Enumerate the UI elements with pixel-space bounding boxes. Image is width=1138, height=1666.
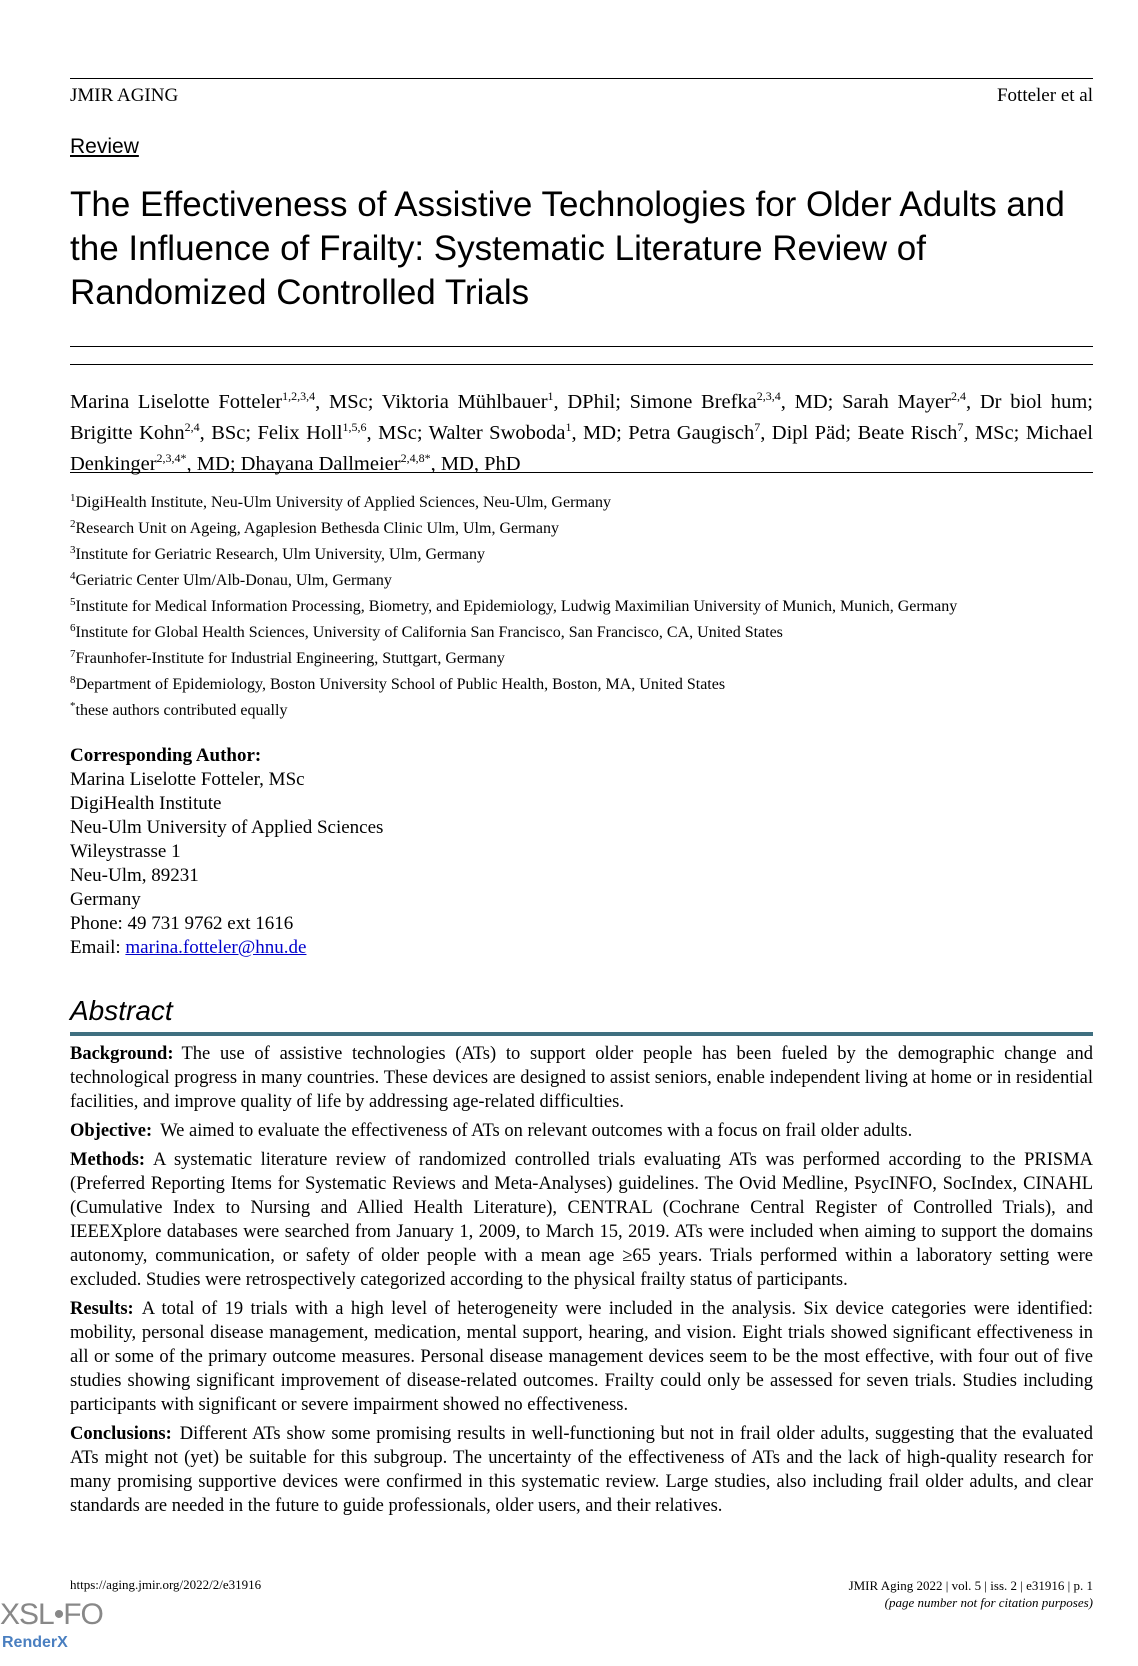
- footer-citation: [849, 1577, 1093, 1611]
- author-degree: , Dr biol hum;: [966, 391, 1093, 413]
- author-affiliation-marker: 1: [565, 420, 572, 434]
- affiliation-text: Research Unit on Ageing, Agaplesion Bethesda Clinic Ulm, Ulm, Germany: [75, 520, 559, 537]
- abstract-section-text: The use of assistive technologies (ATs) to support older people has been fueled by the demographic change and technological progress in many countries. These devices are designed to assist seniors, enable independent living at home or in residential facilities, and improve quality of life by addressing age-related difficulties.: [70, 1044, 1093, 1112]
- affiliation-item: [70, 698, 1100, 724]
- author-degree: , BSc;: [199, 422, 258, 444]
- abstract-section-label: Objective:: [70, 1121, 153, 1141]
- affiliation-list: [70, 490, 1100, 724]
- affiliation-text: Fraunhofer-Institute for Industrial Engineering, Stuttgart, Germany: [75, 650, 505, 667]
- corr-line: Germany: [70, 889, 141, 910]
- corr-line: Marina Liselotte Fotteler, MSc: [70, 769, 305, 790]
- author-name: Brigitte Kohn: [70, 422, 185, 444]
- author-degree: , MD;: [780, 391, 843, 413]
- author-affiliation-marker: 2,4,8*: [400, 451, 431, 465]
- author-affiliation-marker: 1,5,6: [342, 420, 367, 434]
- abstract-section: [70, 1042, 1093, 1114]
- affiliation-number: 8: [70, 674, 76, 686]
- affiliation-number: 7: [70, 648, 76, 660]
- author-affiliation-marker: 2,3,4: [756, 389, 781, 403]
- abstract-section-label: Methods:: [70, 1150, 146, 1170]
- author-affiliation-marker: 2,4: [184, 420, 200, 434]
- affiliation-item: [70, 672, 1100, 698]
- author-list: [70, 387, 1093, 480]
- affiliation-number: 4: [70, 570, 76, 582]
- abstract-section-label: Background:: [70, 1044, 174, 1064]
- affiliation-number: 1: [70, 492, 76, 504]
- affiliation-item: [70, 568, 1100, 594]
- corresponding-author: [70, 744, 383, 960]
- author-degree: , MSc;: [366, 422, 429, 444]
- renderx-logo: RenderX: [2, 1634, 68, 1651]
- affiliation-text: Geriatric Center Ulm/Alb-Donau, Ulm, Germany: [75, 572, 392, 589]
- author-affiliation-marker: 2,4: [951, 389, 967, 403]
- author-name: Petra Gaugisch: [628, 422, 755, 444]
- author-degree: , MD;: [571, 422, 629, 444]
- author-name: Viktoria Mühlbauer: [381, 391, 548, 413]
- abstract-section: [70, 1148, 1093, 1292]
- title-rule-bottom: [70, 364, 1093, 365]
- abstract-rule: [70, 1032, 1093, 1036]
- abstract-section-text: A systematic literature review of randomized controlled trials evaluating ATs was performed according to the PRISMA (Preferred Reporting Items for Systematic Reviews and Meta-Analyses) guidelines. The Ovid Medline, PsycINFO, SocIndex, CINAHL (Cumulative Index to Nursing and Allied Health Literature), CENTRAL (Cochrane Central Register of Controlled Trials), and IEEEXplore databases were searched from January 1, 2009, to March 15, 2019. ATs were included when aiming to support the domains autonomy, communication, or safety of older people with a mean age ≥65 years. Trials performed within a laboratory setting were excluded. Studies were retrospectively categorized according to the physical frailty status of participants.: [70, 1150, 1093, 1290]
- author-affiliation-marker: 7: [957, 420, 964, 434]
- affiliation-number: 5: [70, 596, 76, 608]
- affiliation-item: [70, 646, 1100, 672]
- affiliation-text: Institute for Geriatric Research, Ulm University, Ulm, Germany: [75, 546, 486, 563]
- affiliation-item: [70, 542, 1100, 568]
- running-authors: Fotteler et al: [996, 85, 1093, 106]
- corr-line: Wileystrasse 1: [70, 841, 181, 862]
- author-degree: , MSc;: [963, 422, 1026, 444]
- authors-rule: [70, 472, 1093, 473]
- article-type[interactable]: Review: [70, 135, 139, 158]
- author-name: Dhayana Dallmeier: [240, 453, 401, 475]
- corresponding-heading: Corresponding Author:: [70, 745, 262, 766]
- affiliation-text: Institute for Medical Information Processing, Biometry, and Epidemiology, Ludwig Maximilian University of Munich, Munich, Germany: [75, 598, 958, 615]
- abstract-section: [70, 1119, 1093, 1143]
- abstract-section: [70, 1297, 1093, 1417]
- author-name: Beate Risch: [857, 422, 958, 444]
- corr-line: DigiHealth Institute: [70, 793, 222, 814]
- abstract-section-label: Conclusions:: [70, 1424, 172, 1444]
- author-degree: , MD, PhD: [430, 453, 521, 475]
- affiliation-text: Institute for Global Health Sciences, University of California San Francisco, San Francisco, CA, United States: [75, 624, 783, 641]
- author-name: Walter Swoboda: [428, 422, 566, 444]
- abstract-section-text: Different ATs show some promising results in well-functioning but not in frail older adults, suggesting that the evaluated ATs might not (yet) be suitable for this subgroup. The uncertainty of the effectiveness of ATs and the lack of high-quality research for many promising supportive devices were confirmed in this systematic review. Large studies, also including frail older adults, and clear standards are needed in the future to guide professionals, older users, and their relatives.: [70, 1424, 1093, 1516]
- author-degree: , DPhil;: [553, 391, 630, 413]
- abstract-section: [70, 1422, 1093, 1518]
- email-label: Email:: [70, 937, 126, 958]
- affiliation-number: 6: [70, 622, 76, 634]
- article-title: The Effectiveness of Assistive Technologies for Older Adults and the Influence of Frailty: Systematic Literature Review of Randomized Controlled Trials: [70, 185, 1065, 312]
- affiliation-number: 2: [70, 518, 76, 530]
- corr-line: Neu-Ulm University of Applied Sciences: [70, 817, 384, 838]
- author-name: Marina Liselotte Fotteler: [70, 391, 283, 413]
- author-affiliation-marker: 1: [547, 389, 554, 403]
- affiliation-item: [70, 594, 1100, 620]
- xslfo-logo: XSL•FO: [0, 1598, 103, 1631]
- abstract-section-text: We aimed to evaluate the effectiveness of ATs on relevant outcomes with a focus on frail older adults.: [160, 1121, 913, 1141]
- corr-line: Neu-Ulm, 89231: [70, 865, 199, 886]
- affiliation-item: [70, 620, 1100, 646]
- affiliation-item: [70, 516, 1100, 542]
- abstract-section-label: Results:: [70, 1299, 134, 1319]
- author-name: Michael Denkinger: [70, 422, 1093, 475]
- author-name: Felix Holl: [257, 422, 343, 444]
- affiliation-text: DigiHealth Institute, Neu-Ulm University of Applied Sciences, Neu-Ulm, Germany: [75, 494, 611, 511]
- author-degree: , MSc;: [315, 391, 382, 413]
- corr-line: Phone: 49 731 9762 ext 1616: [70, 913, 294, 934]
- citation-text: JMIR Aging 2022 | vol. 5 | iss. 2 | e31916 | p. 1: [848, 1578, 1093, 1593]
- abstract-body: [70, 1042, 1093, 1523]
- header-rule: [70, 78, 1093, 79]
- affiliation-item: [70, 490, 1100, 516]
- abstract-section-text: A total of 19 trials with a high level of heterogeneity were included in the analysis. Six device categories were identified: mobility, personal disease management, medication, mental support, hearing, and vision. Eight trials showed significant effectiveness in all or some of the primary outcome measures. Personal disease management devices seem to be the most effective, with four out of five studies showing significant improvement of disease-related outcomes. Frailty could only be assessed for seven trials. Studies including participants with significant or severe impairment showed no effectiveness.: [70, 1299, 1093, 1415]
- author-affiliation-marker: 7: [754, 420, 761, 434]
- citation-note: (page number not for citation purposes): [884, 1595, 1093, 1610]
- author-name: Simone Brefka: [629, 391, 757, 413]
- affiliation-number: 3: [70, 544, 76, 556]
- affiliation-text: Department of Epidemiology, Boston University School of Public Health, Boston, MA, United States: [75, 676, 726, 693]
- affiliation-number: *: [70, 700, 76, 712]
- author-name: Sarah Mayer: [842, 391, 952, 413]
- author-degree: , MD;: [186, 453, 241, 475]
- corr-email-line: [70, 936, 383, 960]
- author-degree: , Dipl Päd;: [760, 422, 858, 444]
- email-link[interactable]: marina.fotteler@hnu.de: [125, 937, 307, 958]
- title-rule-top: [70, 346, 1093, 347]
- author-affiliation-marker: 1,2,3,4: [282, 389, 316, 403]
- abstract-heading: Abstract: [70, 995, 173, 1026]
- affiliation-text: these authors contributed equally: [75, 702, 288, 719]
- footer-url: https://aging.jmir.org/2022/2/e31916: [70, 1577, 262, 1592]
- author-affiliation-marker: 2,3,4*: [156, 451, 187, 465]
- journal-name: JMIR AGING: [70, 85, 179, 106]
